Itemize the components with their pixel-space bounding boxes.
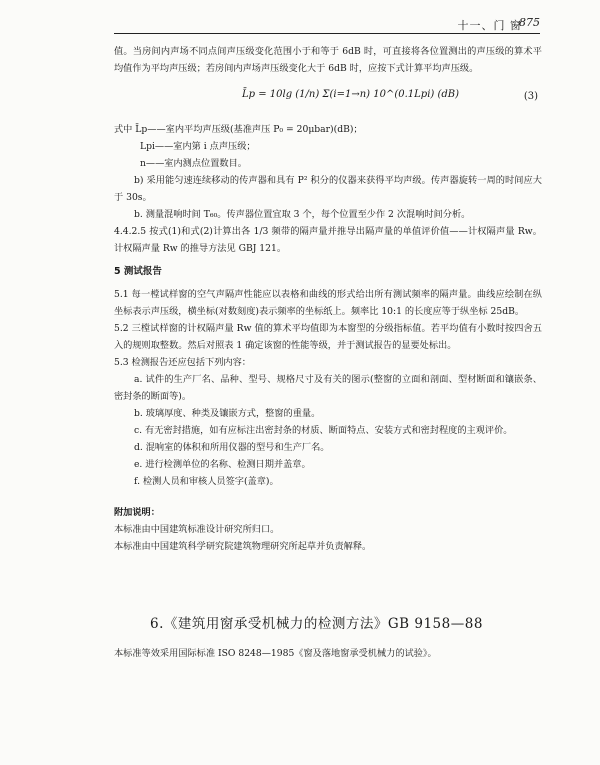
paragraph-b: b) 采用能匀速连续移动的传声器和具有 P² 积分的仪器来获得平均声级。传声器旋转一周的时间应大于 30s。 [114,175,542,203]
page-number: 875 [519,16,540,29]
appendix-line: 本标准由中国建筑标准设计研究所归口。 [114,524,280,535]
appendix-notes [114,504,542,555]
formula-average-spl [114,79,542,121]
paragraph-5-1: 5.1 每一樘试样窗的空气声隔声性能应以表格和曲线的形式给出所有测试频率的隔声量。曲线应绘制在纵坐标表示声压级，横坐标(对数刻度)表示频率的坐标纸上。频率比 10:1 的长度应等于纵坐标 25dB。 [114,289,542,317]
appendix-line: 本标准由中国建筑科学研究院建筑物理研究所起草并负责解释。 [114,541,372,552]
list-item-c: c. 有无密封措施，如有应标注出密封条的材质、断面特点、安装方式和密封程度的主观评价。 [134,425,513,436]
paragraph-5-2: 5.2 三樘试样窗的计权隔声量 Rw 值的算术平均值即为本窗型的分级指标值。若平均值有小数时按四舍五入的规则取整数。然后对照表 1 确定该窗的性能等级，并于测试报告的显要处标出。 [114,323,542,351]
paragraph-intro: 值。当房间内声场不同点间声压级变化范围小于和等于 6dB 时，可直接将各位置测出的声压级的算术平均值作为平均声压级；若房间内声场声压级变化大于 6dB 时，应按下式计算平均声压级。 [114,46,542,74]
main-content [114,43,542,555]
appendix-heading: 附加说明： [114,507,160,518]
list-item-e: e. 进行检测单位的名称、检测日期并盖章。 [134,459,311,470]
definition-row: n——室内测点位置数目。 [140,158,247,169]
list-item-f: f. 检测人员和审核人员签字(盖章)。 [134,476,279,487]
standard-6-note [114,645,542,662]
chapter-title: 十一、门 窗 [457,19,522,32]
definition-row: Lpi——室内第 i 点声压级； [140,141,256,152]
list-item-b: b. 玻璃厚度、种类及镶嵌方式，整窗的重量。 [134,408,321,419]
paragraph-b2: b. 测量混响时间 T₆₀。传声器位置宜取 3 个，每个位置至少作 2 次混响时间分析。 [134,209,471,220]
paragraph-5-3: 5.3 检测报告还应包括下列内容： [114,357,251,368]
list-item-d: d. 混响室的体积和所用仪器的型号和生产厂名。 [134,442,330,453]
paragraph-4425: 4.4.2.5 按式(1)和式(2)计算出各 1/3 频带的隔声量并推导出隔声量的单值评价值——计权隔声量 Rw。计权隔声量 Rw 的推导方法见 GBJ 121。 [114,226,542,254]
header-rule [114,33,540,34]
formula-expression: L̄p = 10lg (1/n) Σ(i=1→n) 10^(0.1Lpi) (dB) [242,89,460,100]
formula-definitions [114,121,542,172]
list-item-a: a. 试件的生产厂名、品种、型号、规格尺寸及有关的图示(整窗的立面和剖面、型材断面和镶嵌条、密封条的断面等)。 [114,374,542,402]
definition-row: 式中 L̄p——室内平均声压级(基准声压 P₀ = 20μbar)(dB)； [114,124,363,135]
standard-title-6: 6.《建筑用窗承受机械力的检测方法》GB 9158—88 [150,616,483,632]
formula-number: (3) [523,91,538,102]
foot-paragraph: 本标准等效采用国际标准 ISO 8248—1985《窗及落地窗承受机械力的试验》。 [114,648,437,659]
section-heading-5: 5 测试报告 [114,266,162,277]
page-header [0,0,600,34]
